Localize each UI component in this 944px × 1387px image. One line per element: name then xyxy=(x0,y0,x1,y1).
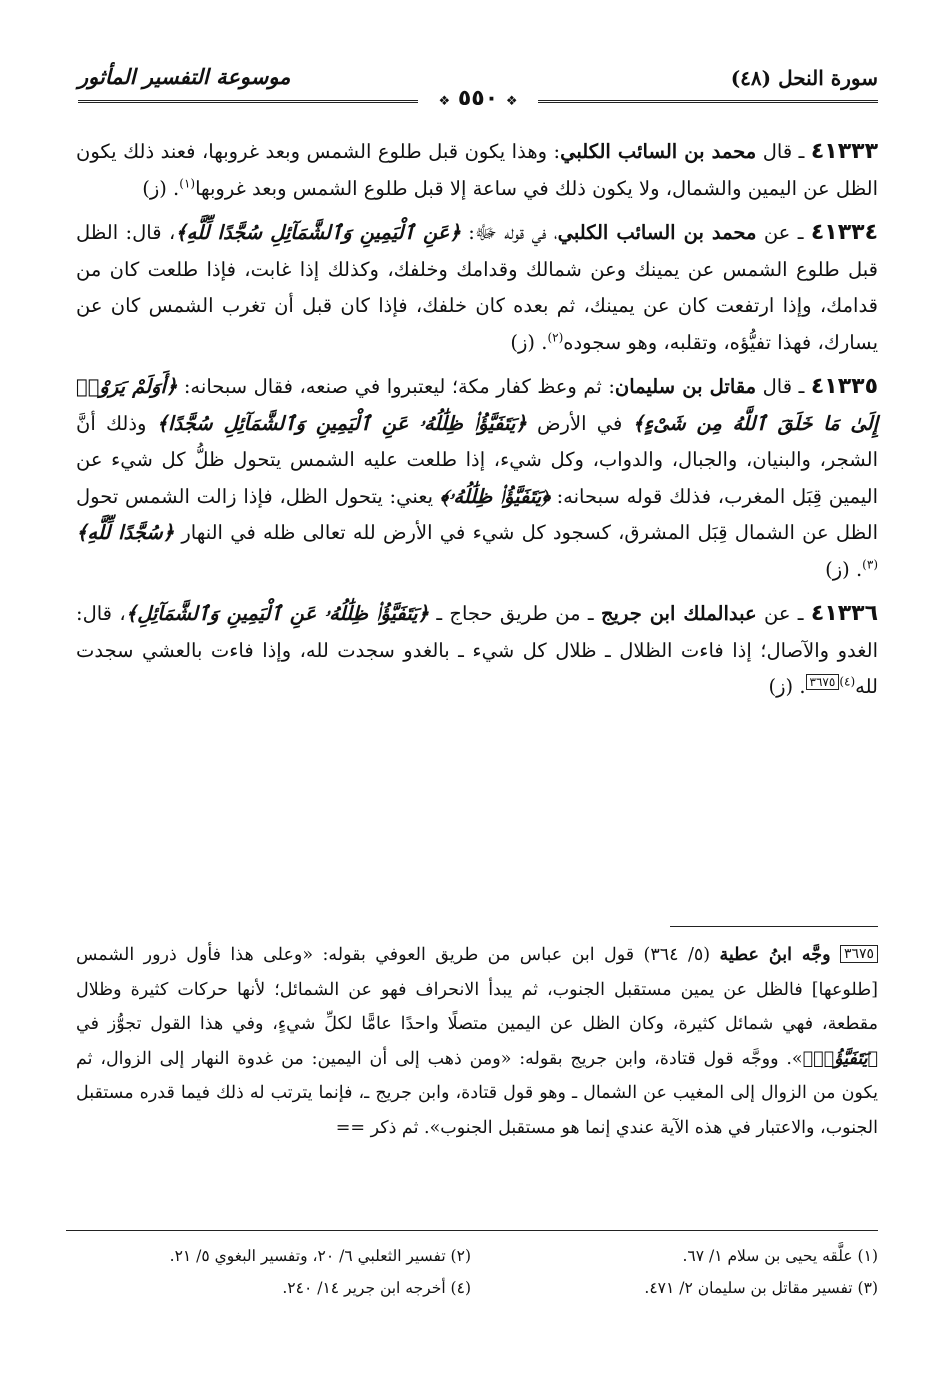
note-lead: وجَّه ابنُ عطية xyxy=(719,945,831,965)
entry-41336 xyxy=(76,596,878,706)
commentary-note xyxy=(76,938,878,1145)
entry-number: ٤١٣٣٦ xyxy=(810,601,879,626)
ornament-icon: ❖ xyxy=(438,94,451,109)
entry-text: في الأرض xyxy=(526,411,633,435)
note-number-box: ٣٦٧٥ xyxy=(840,945,878,963)
footnote-row xyxy=(76,1240,878,1272)
quran-verse: ﴿سُجَّدًا لِّلَّهِ﴾ xyxy=(76,521,175,544)
page-header xyxy=(78,60,878,120)
page-number-block xyxy=(433,86,523,111)
entry-41335 xyxy=(76,369,878,588)
header-rule-left xyxy=(78,100,418,103)
narrator-name: محمد بن السائب الكلبي xyxy=(557,221,757,244)
quran-verse: ﴿يَتَفَيَّؤُا۟ ظِلَٰلُهُۥ﴾ xyxy=(439,484,550,508)
entry-prefix: ـ عن xyxy=(756,221,804,244)
entry-text: وذلك أنَّ الشجر، والبنيان، والجبال، والدواب، وكل شيء، إذا طلعت عليه الشمس يتحول ظلُّ كل شيء عن اليمين قِبَل المغرب، فذلك قوله سبحانه: xyxy=(76,411,878,508)
header-rule-right xyxy=(538,100,878,103)
entry-text: : ثم وعظ كفار مكة؛ ليعتبروا في صنعه، فقال سبحانه: xyxy=(177,375,615,398)
entry-text: ، قال: الظل قبل طلوع الشمس عن يمينك وعن شمالك وقدامك وخلفك، وكذلك إذا غابت، فإذا طلعت كان من قدامك، وإذا ارتفعت كان عن يمينك، ثم بعده كان خلفك، فإذا كان قبل أن تغرب الشمس كان عن يسارك، فهذا تفيُّؤه، وتقلبه، وهو سجوده xyxy=(76,221,878,354)
entry-end: . (ز) xyxy=(510,330,548,354)
narrator-name: مقاتل بن سليمان xyxy=(614,375,757,398)
quran-verse: ﴿يَتَفَيَّؤُا۟ ظِلَٰلُهُۥ عَنِ ٱلْيَمِينِ وَٱلشَّمَآئِلِ سُجَّدًا﴾ xyxy=(156,411,527,435)
entry-end: . (ز) xyxy=(825,557,863,581)
footnote-ref[interactable]: (٢) xyxy=(547,330,564,344)
footnote-ref[interactable]: (١) xyxy=(179,176,196,190)
footnote-3: (٣) تفسير مقاتل بن سليمان ٢/ ٤٧١. xyxy=(644,1279,878,1297)
surah-title: سورة النحل (٤٨) xyxy=(730,66,878,90)
narrator-name: محمد بن السائب الكلبي xyxy=(560,140,757,163)
note-separator xyxy=(670,926,878,927)
footnote-separator xyxy=(66,1230,878,1231)
entry-number: ٤١٣٣٤ xyxy=(810,220,878,245)
entry-number: ٤١٣٣٥ xyxy=(810,374,879,399)
footnote-2: (٢) تفسير الثعلبي ٦/ ٢٠، وتفسير البغوي ٥/ ٢١. xyxy=(169,1247,471,1265)
note-text: ». ووجَّه قول قتادة، وابن جريج بقوله: «ومن ذهب إلى أن اليمين: من غدوة النهار إلى الزوال، ثم يكون من الزوال إلى المغيب عن الشمال ـ وهو قول قتادة، وابن جريج ـ، فإنما يترتب له ذلك فيما قدره مستقبل الجنوب، والاعتبار في هذه الآية عندي إنما هو مستقبل الجنوب». ثم ذكر == xyxy=(76,1048,878,1138)
entry-end: . (ز) xyxy=(768,675,806,698)
narrator-name: عبدالملك ابن جريج xyxy=(600,602,757,625)
entry-text: ، في قوله ﷻ: xyxy=(460,221,558,244)
quran-verse: ﴿أَوَلَمْ يَرَوْا۟ إِلَىٰ مَا خَلَقَ ٱللَّهُ مِن شَىْءٍ﴾ xyxy=(76,375,878,435)
entry-prefix: ـ قال xyxy=(756,375,805,398)
entry-prefix: ـ قال xyxy=(756,140,805,163)
quran-verse: ﴿يَتَفَيَّؤُا۟ ظِلَٰلُهُۥ عَنِ ٱلْيَمِينِ وَٱلشَّمَآئِلِ﴾ xyxy=(125,602,429,625)
entry-text: ـ من طريق حجاج ـ xyxy=(428,602,601,625)
page-number: ٥٥٠ xyxy=(457,86,499,111)
ornament-icon: ❖ xyxy=(505,94,518,109)
footnote-1: (١) علَّقه يحيى بن سلام ١/ ٦٧. xyxy=(682,1247,878,1265)
entry-prefix: ـ عن xyxy=(756,602,804,625)
footnote-ref[interactable]: (٤) xyxy=(839,674,856,689)
entry-number: ٤١٣٣٣ xyxy=(810,139,879,164)
entry-text: يعني: يتحول الظل، فإذا زالت الشمس تحول الظل عن الشمال قِبَل المشرق، كسجود كل شيء في الأرض لله تعالى ظله في النهار xyxy=(76,484,879,544)
quran-verse: ﴿عَنِ ٱلْيَمِينِ وَٱلشَّمَآئِلِ سُجَّدًا لِّلَّهِ﴾ xyxy=(175,221,461,244)
entry-41333 xyxy=(76,134,878,207)
book-title: موسوعة التفسير المأثور xyxy=(78,64,291,89)
footnotes xyxy=(76,1240,878,1304)
entry-end: . (ز) xyxy=(142,176,180,200)
entry-text: ، قال: الغدو والآصال؛ إذا فاءت الظلال ـ ظلال كل شيء ـ بالغدو سجدت لله، وإذا فاءت بالعشي سجدت لله xyxy=(76,602,878,698)
note-ref-box[interactable]: ٣٦٧٥ xyxy=(806,674,840,690)
entry-41334 xyxy=(76,215,878,361)
footnote-4: (٤) أخرجه ابن جرير ١٤/ ٢٤٠. xyxy=(282,1279,471,1297)
footnote-row xyxy=(76,1272,878,1304)
footnote-ref[interactable]: (٣) xyxy=(862,557,878,571)
entry-text: : وهذا يكون قبل طلوع الشمس وبعد غروبها، فعند ذلك يكون الظل عن اليمين والشمال، ولا يكون ذلك في ساعة إلا قبل طلوع الشمس وبعد غروبها xyxy=(76,140,878,200)
main-text xyxy=(76,134,878,714)
note-text: (٥/ ٣٦٤) قول ابن عباس من طريق العوفي بقوله: «وعلى هذا فأول ذرور الشمس [طلوعها] فالظل عن يمين مستقبل الجنوب، ثم يبدأ الانحراف فهو عن الشمائل؛ لأنها حركات كثيرة وظلال مقطعة، فهي شمائل كثيرة، وكان الظل عن اليمين متصلًا واحدًا عامًّا لكلِّ شيءٍ، وفي هذا القول تجوُّز في xyxy=(76,945,878,1034)
quran-verse: ﴿يَتَفَيَّؤُا۟﴾ xyxy=(802,1048,878,1069)
